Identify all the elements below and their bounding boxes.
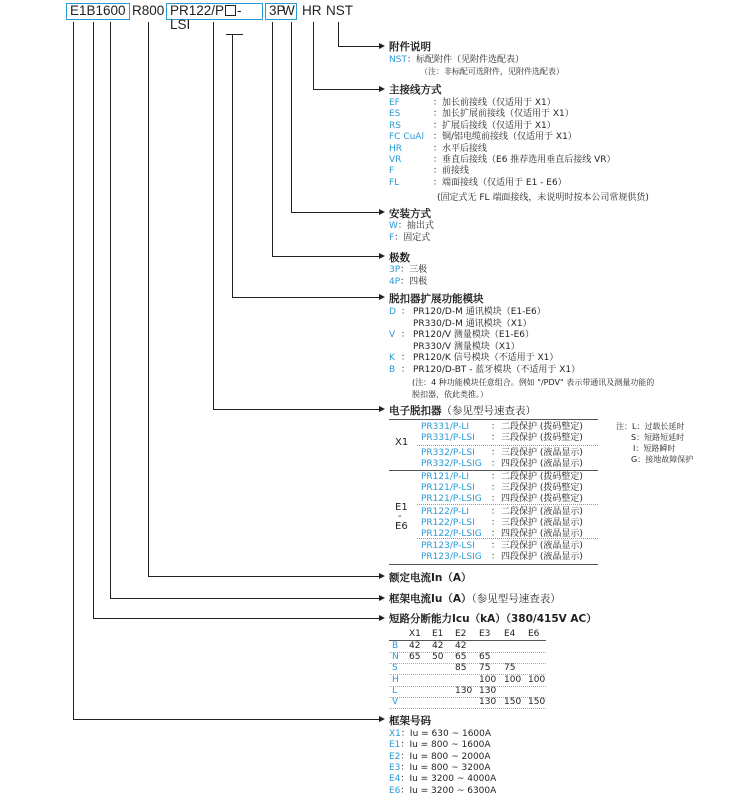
trip-group-x1: X1 — [395, 437, 409, 448]
module-row — [389, 364, 580, 376]
trip-unit-name: PR123/P-LSI — [421, 541, 475, 551]
frame-key: E3 — [389, 762, 401, 773]
frame-row — [389, 751, 491, 763]
terminal-key: HR — [389, 143, 403, 154]
installation-desc: 固定式 — [403, 233, 431, 243]
legend-key: S — [631, 433, 637, 442]
breaking-cell: 100 — [479, 674, 497, 685]
installation-title: 安装方式 — [389, 208, 431, 220]
module-desc: PR120/V 测量模块（E1-E6） — [413, 330, 534, 341]
line-hr-h — [313, 89, 380, 90]
terminal-desc: 前接线 — [442, 166, 470, 177]
accessories-row: NST：标配附件（见附件选配表） — [389, 55, 524, 65]
terminal-desc: 铜/铝电缆前接线（仅适用于 X1） — [442, 132, 577, 143]
module-colon: ： — [401, 353, 411, 364]
frame-key: E4 — [389, 774, 401, 785]
frame-row — [389, 728, 491, 740]
frame-key: E6 — [389, 785, 401, 796]
accessories-note: （注：非标配可选附件，见附件选配表） — [420, 67, 564, 76]
trip-unit-name: PR121/P-LSIG — [421, 494, 482, 504]
poles-title: 极数 — [389, 252, 410, 264]
accessory-key: NST — [389, 55, 407, 65]
module-key: K — [389, 353, 395, 364]
breaking-cell: 42 — [409, 641, 421, 651]
frame-colon: ： — [400, 751, 410, 762]
terminal-key: EF — [389, 98, 400, 108]
trip-colon: ： — [491, 494, 501, 504]
line-rated-h — [148, 576, 380, 577]
frame-key: E1 — [389, 740, 401, 751]
module-colon: ： — [401, 330, 411, 341]
code-trip-suffix: -LSI — [170, 3, 242, 32]
terminal-desc: 水平后接线 — [442, 143, 488, 154]
frame-desc: Iu = 630 ~ 1600A — [409, 729, 492, 739]
module-desc: PR330/V 测量模块（X1） — [413, 341, 520, 352]
poles-key: 4P — [389, 277, 401, 287]
module-row — [389, 341, 520, 353]
trip-unit-desc: 三段保护 (液晶显示) — [501, 541, 583, 551]
modules-note-1: (注：4 种功能模块任意组合。例如 "/PDV" 表示带通讯及测量功能的 — [412, 378, 655, 387]
trip-unit-name: PR332/P-LSI — [421, 448, 475, 458]
module-desc: PR120/D-BT - 蓝牙模块（不适用于 X1） — [413, 365, 581, 375]
line-breaking — [93, 22, 94, 618]
terminal-desc: 加长前接线（仅适用于 X1） — [442, 98, 556, 108]
terminal-desc: 端面接线（仅适用于 E1 - E6） — [442, 177, 567, 188]
modules-title: 脱扣器扩展功能模块 — [389, 293, 484, 305]
trip-colon: ： — [491, 422, 501, 432]
trip-colon: ： — [491, 448, 501, 458]
trip-colon: ： — [491, 552, 501, 562]
breaking-cell: 150 — [504, 697, 522, 707]
frame-colon: ： — [400, 762, 410, 773]
module-row — [389, 352, 558, 364]
trip-unit-name: PR123/P-LSIG — [421, 552, 482, 562]
legend-colon: ： — [636, 433, 645, 442]
terminal-colon: ： — [433, 155, 443, 165]
poles-desc: 三极 — [409, 265, 428, 275]
breaking-row-key: N — [392, 652, 399, 663]
poles-desc: 四极 — [409, 277, 428, 287]
trip-table-bottom — [389, 564, 598, 565]
terminal-colon: ： — [433, 177, 443, 188]
breaking-cell: 75 — [504, 663, 516, 674]
trip-unit-name: PR121/P-LSI — [421, 483, 475, 493]
breaking-cell: 130 — [479, 697, 497, 707]
installation-row-w: W：抽出式 — [389, 221, 434, 231]
legend-colon: ： — [635, 444, 644, 453]
breaking-row-key: S — [392, 663, 398, 674]
breaking-row-key: B — [392, 641, 399, 651]
terminal-key: FC CuAl — [389, 132, 424, 143]
frame-key: E2 — [389, 751, 401, 762]
breaking-title: 短路分断能力Icu（kA）（380/415V AC） — [389, 613, 597, 625]
trip-unit-name: PR332/P-LSIG — [421, 459, 482, 469]
breaking-cell: 130 — [455, 685, 473, 696]
breaking-cell: 42 — [432, 641, 444, 651]
placeholder-square — [225, 5, 236, 16]
arrow-hr — [379, 86, 385, 92]
module-colon: ： — [401, 307, 411, 317]
line-trip-h — [213, 409, 380, 410]
terminal-colon: ： — [433, 109, 443, 120]
frame-desc: Iu = 800 ~ 3200A — [409, 762, 491, 773]
trip-colon: ： — [491, 529, 501, 539]
line-frame-current-h — [110, 598, 380, 599]
trip-unit-name: PR121/P-LI — [421, 472, 470, 482]
frame-desc: Iu = 800 ~ 1600A — [409, 740, 491, 751]
breaking-table — [389, 628, 546, 708]
line-module-h — [232, 297, 380, 298]
breaking-cell: 65 — [409, 652, 421, 663]
code-rated-current: R800 — [132, 3, 165, 18]
trip-unit-desc: 四段保护 (液晶显示) — [501, 529, 583, 539]
frame-colon: ： — [400, 740, 410, 751]
trip-colon: ： — [491, 507, 501, 517]
trip-unit-desc: 二段保护 (液晶显示) — [501, 507, 583, 517]
trip-title — [389, 403, 536, 418]
arrow-3p — [379, 253, 385, 259]
module-colon: ： — [401, 365, 411, 375]
line-nst — [338, 22, 339, 46]
terminal-colon: ： — [433, 120, 443, 131]
installation-desc: 抽出式 — [406, 221, 434, 231]
frame-row — [389, 739, 491, 751]
trip-colon: ： — [491, 483, 501, 493]
breaking-cell: 150 — [528, 697, 546, 707]
breaking-col-header: E6 — [528, 629, 540, 639]
terminal-row — [389, 108, 574, 120]
legend-key: G — [631, 455, 638, 464]
legend-row — [631, 454, 693, 465]
poles-key: 3P — [389, 265, 401, 275]
terminal-colon: ： — [433, 98, 443, 108]
terminal-desc: 扩展后接线（仅适用于 X1） — [442, 120, 556, 131]
breaking-row-key: H — [392, 674, 399, 685]
trip-unit-desc: 二段保护 (拨码整定) — [501, 422, 583, 432]
installation-key: F — [389, 233, 395, 243]
module-desc: PR120/D-M 通讯模块（E1-E6） — [413, 307, 546, 317]
installation-key: W — [389, 221, 398, 231]
breaking-cell: 85 — [455, 663, 467, 674]
poles-row-3p: 3P：三极 — [389, 265, 428, 275]
terminal-colon: ： — [433, 166, 443, 177]
breaking-cell: 100 — [528, 674, 546, 685]
line-3p-h — [272, 256, 380, 257]
frame-desc: Iu = 3200 ~ 6300A — [409, 785, 497, 796]
trip-group-dash: - — [398, 511, 402, 522]
line-breaking-h — [93, 618, 380, 619]
terminal-row — [389, 131, 577, 143]
arrow-frame — [379, 716, 385, 722]
trip-unit-desc: 四段保护 (液晶显示) — [501, 459, 583, 469]
legend-desc: 短路短延时 — [644, 433, 685, 442]
breaking-row-line — [389, 708, 546, 709]
legend-key: I — [633, 444, 636, 453]
code-trip-box — [166, 3, 263, 32]
terminal-key: RS — [389, 120, 401, 131]
installation-row-f: F：固定式 — [389, 233, 431, 243]
line-3p — [272, 22, 273, 256]
trip-sep — [417, 445, 598, 446]
line-frame-current — [110, 22, 111, 598]
line-frame-h — [73, 719, 380, 720]
rated-current-title: 额定电流In（A） — [389, 572, 472, 584]
trip-unit-name: PR122/P-LSIG — [421, 529, 482, 539]
arrow-frame-current — [379, 595, 385, 601]
trip-colon: ： — [491, 433, 501, 443]
module-desc: PR330/D-M 通讯模块（X1） — [413, 318, 532, 329]
breaking-cell: 65 — [479, 652, 491, 663]
accessory-desc: 标配附件（见附件选配表） — [415, 55, 524, 65]
trip-unit-name: PR122/P-LI — [421, 507, 470, 517]
breaking-row-line — [389, 674, 546, 675]
legend-desc: 过载长延时 — [644, 422, 685, 431]
trip-unit-name: PR331/P-LSI — [421, 433, 475, 443]
trip-unit-desc: 三段保护 (液晶显示) — [501, 448, 583, 458]
frame-colon: ： — [400, 785, 410, 796]
terminal-colon: ： — [433, 143, 443, 154]
terminal-key: FL — [389, 177, 400, 188]
terminal-row — [389, 177, 567, 189]
terminals-note: (固定式无 FL 端面接线，未说明时按本公司常规供货) — [437, 193, 649, 203]
line-w-h — [291, 212, 380, 213]
frame-row — [389, 762, 491, 774]
legend-row — [633, 443, 675, 454]
modules-note-2: 脱扣器，依此类推。） — [412, 390, 488, 399]
frame-key: X1 — [389, 729, 401, 739]
terminal-colon: ： — [433, 132, 443, 143]
breaking-cell: 130 — [479, 685, 497, 696]
arrow-trip — [379, 406, 385, 412]
trip-colon: ： — [491, 459, 501, 469]
breaking-cell: 100 — [504, 674, 522, 685]
trip-table-top — [389, 419, 598, 420]
line-hr — [313, 22, 314, 89]
trip-colon: ： — [491, 472, 501, 482]
arrow-nst — [379, 43, 385, 49]
terminal-row — [389, 154, 616, 166]
line-module — [232, 34, 233, 297]
frame-colon: ： — [400, 774, 410, 785]
arrow-rated — [379, 573, 385, 579]
line-rated — [148, 22, 149, 576]
terminal-key: VR — [389, 155, 402, 165]
poles-row-4p: 4P：四极 — [389, 277, 428, 287]
breaking-col-header: E2 — [455, 629, 467, 639]
legend-colon: ： — [636, 422, 645, 431]
frame-desc: Iu = 3200 ~ 4000A — [409, 774, 497, 785]
trip-unit-name: PR122/P-LSI — [421, 518, 475, 528]
legend-desc: 接地故障保护 — [645, 455, 694, 464]
legend-row — [616, 421, 684, 432]
trip-table — [389, 419, 598, 564]
frame-current-title — [389, 591, 561, 606]
trip-title-suffix: （参见型号速查表） — [441, 405, 536, 417]
line-trip — [213, 22, 214, 409]
module-key: V — [389, 330, 396, 341]
terminal-desc: 加长扩展前接线（仅适用于 X1） — [442, 109, 574, 120]
breaking-col-header: E1 — [432, 629, 444, 639]
legend-colon: ： — [637, 455, 646, 464]
terminal-row — [389, 165, 469, 177]
arrow-module — [379, 294, 385, 300]
trip-colon: ： — [491, 541, 501, 551]
code-install-box — [279, 3, 297, 20]
breaking-row-key: V — [392, 697, 399, 707]
terminal-key: F — [389, 166, 395, 177]
trip-unit-desc: 四段保护 (液晶显示) — [501, 552, 583, 562]
module-row — [389, 329, 534, 341]
breaking-cell: 42 — [455, 641, 467, 651]
breaking-col-header: E3 — [479, 629, 491, 639]
legend-key: 注：L — [616, 422, 637, 431]
trip-group-e6: E6 — [395, 521, 408, 532]
breaking-col-header: E4 — [504, 629, 516, 639]
breaking-row-key: L — [392, 685, 398, 696]
trip-title-text: 电子脱扣器 — [389, 405, 442, 417]
breaking-cell: 75 — [479, 663, 491, 674]
code-poles: 3P — [269, 3, 286, 18]
frame-desc: Iu = 800 ~ 2000A — [409, 751, 491, 762]
line-w — [291, 22, 292, 212]
breaking-row-line — [389, 697, 546, 698]
legend-row — [631, 432, 684, 443]
line-nst-h — [338, 46, 380, 47]
frame-colon: ： — [400, 729, 410, 739]
frame-title: 框架号码 — [389, 715, 431, 727]
frame-current-title-text: 框架电流Iu（A） — [389, 593, 472, 605]
terminal-desc: 垂直后接线（E6 推荐选用垂直后接线 VR） — [442, 155, 616, 165]
code-install: W — [282, 3, 295, 18]
code-frame-box — [66, 3, 130, 20]
code-terminals: HR — [302, 3, 322, 18]
module-key: D — [389, 307, 396, 317]
breaking-cell: 50 — [432, 652, 444, 663]
code-frame: E1B1600 — [70, 3, 126, 18]
trip-unit-desc: 三段保护 (液晶显示) — [501, 518, 583, 528]
frame-row — [389, 785, 496, 797]
frame-current-suffix: （参见型号速查表） — [471, 593, 561, 605]
trip-unit-desc: 三段保护 (拨码整定) — [501, 483, 583, 493]
terminals-title: 主接线方式 — [389, 84, 442, 96]
arrow-breaking — [379, 615, 385, 621]
trip-colon: ： — [491, 518, 501, 528]
trip-group-e1: E1 — [395, 502, 408, 513]
module-row — [389, 318, 532, 330]
trip-unit-name: PR331/P-LI — [421, 422, 470, 432]
line-frame — [73, 22, 74, 719]
terminal-row — [389, 143, 487, 155]
breaking-col-header: X1 — [409, 629, 421, 639]
terminal-row — [389, 120, 556, 132]
module-key: B — [389, 365, 396, 375]
code-trip: PR122/P — [170, 3, 225, 18]
line-module-cap — [226, 34, 243, 35]
module-row — [389, 306, 546, 318]
terminal-row — [389, 97, 556, 109]
breaking-row-line — [389, 663, 546, 664]
terminal-key: ES — [389, 109, 401, 120]
frame-row — [389, 773, 496, 785]
breaking-cell: 65 — [455, 652, 467, 663]
trip-unit-desc: 三段保护 (拨码整定) — [501, 433, 583, 443]
code-accessories: NST — [326, 3, 353, 18]
trip-unit-desc: 四段保护 (拨码整定) — [501, 494, 583, 504]
legend-desc: 短路瞬时 — [643, 444, 676, 453]
arrow-w — [379, 209, 385, 215]
trip-unit-desc: 二段保护 (拨码整定) — [501, 472, 583, 482]
module-desc: PR120/K 信号模块（不适用于 X1） — [413, 353, 559, 364]
accessories-title: 附件说明 — [389, 41, 431, 53]
